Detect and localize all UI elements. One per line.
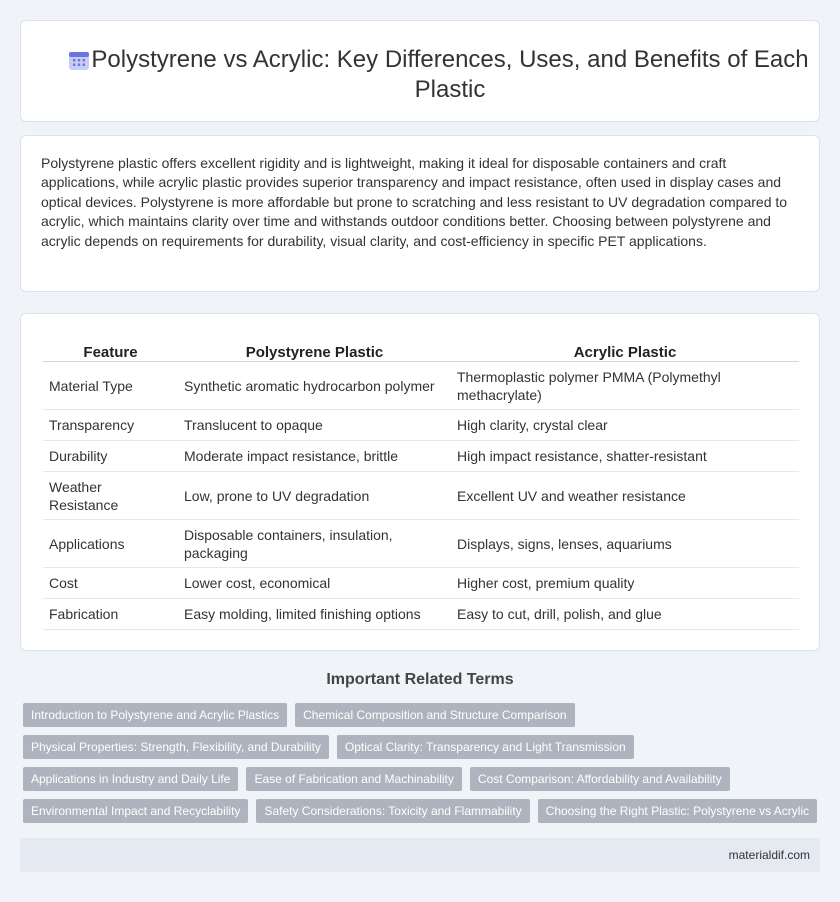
- related-terms-list: [23, 703, 823, 831]
- cell-polystyrene: Moderate impact resistance, brittle: [178, 441, 451, 472]
- cell-polystyrene: Disposable containers, insulation, packaging: [178, 520, 451, 568]
- tag-row: [23, 735, 823, 759]
- related-terms-title: Important Related Terms: [326, 671, 514, 688]
- table-row: [43, 599, 799, 630]
- cell-acrylic: Higher cost, premium quality: [451, 568, 799, 599]
- intro-paragraph: Polystyrene plastic offers excellent rigidity and is lightweight, making it ideal for disposable containers and craft applications, while acrylic plastic provides superior transparency and impact resistance, often used in display cases and optical devices. Polystyrene is more affordable but prone to scratching and less resistant to UV degradation compared to acrylic, which maintains clarity over time and withstands outdoor conditions better. Choosing between polystyrene and acrylic depends on requirements for durability, visual clarity, and cost-efficiency in specific PET applications.: [41, 155, 788, 249]
- cell-acrylic: Thermoplastic polymer PMMA (Polymethyl methacrylate): [451, 362, 799, 410]
- cell-polystyrene: Lower cost, economical: [178, 568, 451, 599]
- cell-feature: Applications: [43, 520, 178, 568]
- table-row: [43, 362, 799, 410]
- calendar-icon: [67, 48, 91, 72]
- tag-row: [23, 703, 823, 727]
- table-row: [43, 410, 799, 441]
- cell-feature: Durability: [43, 441, 178, 472]
- related-term-tag[interactable]: Safety Considerations: Toxicity and Flammability: [256, 799, 529, 823]
- tag-row: [23, 799, 823, 823]
- related-term-tag[interactable]: Environmental Impact and Recyclability: [23, 799, 248, 823]
- cell-polystyrene: Synthetic aromatic hydrocarbon polymer: [178, 362, 451, 410]
- cell-polystyrene: Easy molding, limited finishing options: [178, 599, 451, 630]
- cell-acrylic: High impact resistance, shatter-resistant: [451, 441, 799, 472]
- table-row: [43, 472, 799, 520]
- cell-feature: Material Type: [43, 362, 178, 410]
- table-row: [43, 520, 799, 568]
- tag-row: [23, 767, 823, 791]
- cell-acrylic: High clarity, crystal clear: [451, 410, 799, 441]
- comparison-table-card: [20, 313, 820, 651]
- cell-polystyrene: Translucent to opaque: [178, 410, 451, 441]
- footer-site-link[interactable]: materialdif.com: [728, 848, 810, 862]
- cell-feature: Weather Resistance: [43, 472, 178, 520]
- header-polystyrene: Polystyrene Plastic: [178, 336, 451, 362]
- cell-feature: Cost: [43, 568, 178, 599]
- related-term-tag[interactable]: Choosing the Right Plastic: Polystyrene vs Acrylic: [538, 799, 817, 823]
- comparison-table: [43, 336, 799, 630]
- related-term-tag[interactable]: Introduction to Polystyrene and Acrylic Plastics: [23, 703, 287, 727]
- table-header-row: [43, 336, 799, 362]
- related-term-tag[interactable]: Applications in Industry and Daily Life: [23, 767, 238, 791]
- related-term-tag[interactable]: Cost Comparison: Affordability and Availability: [470, 767, 730, 791]
- header-acrylic: Acrylic Plastic: [451, 336, 799, 362]
- cell-feature: Transparency: [43, 410, 178, 441]
- related-term-tag[interactable]: Ease of Fabrication and Machinability: [246, 767, 461, 791]
- table-row: [43, 441, 799, 472]
- cell-feature: Fabrication: [43, 599, 178, 630]
- cell-acrylic: Excellent UV and weather resistance: [451, 472, 799, 520]
- intro-card: [20, 135, 820, 292]
- related-term-tag[interactable]: Physical Properties: Strength, Flexibility, and Durability: [23, 735, 329, 759]
- related-term-tag[interactable]: Optical Clarity: Transparency and Light Transmission: [337, 735, 634, 759]
- table-row: [43, 568, 799, 599]
- cell-polystyrene: Low, prone to UV degradation: [178, 472, 451, 520]
- footer: [20, 838, 820, 872]
- cell-acrylic: Easy to cut, drill, polish, and glue: [451, 599, 799, 630]
- header-feature: Feature: [43, 336, 178, 362]
- related-term-tag[interactable]: Chemical Composition and Structure Comparison: [295, 703, 574, 727]
- cell-acrylic: Displays, signs, lenses, aquariums: [451, 520, 799, 568]
- page-title: Polystyrene vs Acrylic: Key Differences, Uses, and Benefits of Each Plastic: [91, 46, 809, 103]
- header-card: [20, 20, 820, 122]
